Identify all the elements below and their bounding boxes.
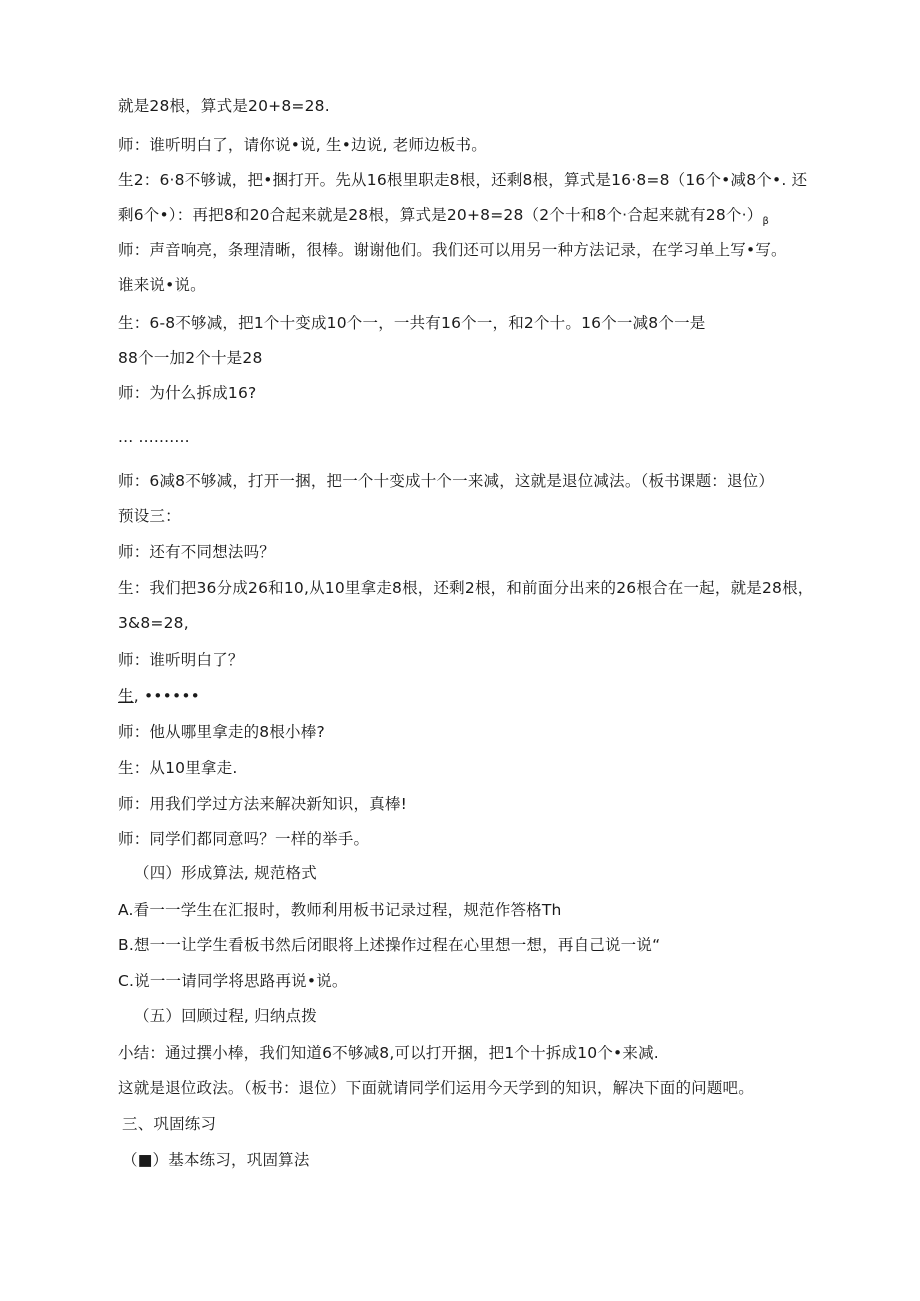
section-heading-5: （五）回顾过程, 归纳点拨 xyxy=(134,1007,317,1025)
text-line-19: 生：从10里拿走. xyxy=(118,759,238,777)
text-line-11: 师：6减8不够减，打开一捆，把一个十变成十个一来减，这就是退位减法。（板书课题：退位） xyxy=(118,472,775,490)
subsection-heading-1: （■）基本练习，巩固算法 xyxy=(122,1151,310,1169)
text-line-2: 师：谁听明白了，请你说•说, 生•边说, 老师边板书。 xyxy=(118,136,487,154)
text-line-7: 生：6-8不够减，把1个十变成10个一，一共有16个一，和2个十。16个一减8个一是 xyxy=(118,314,706,332)
text-line-13: 师：还有不同想法吗？ xyxy=(118,543,276,561)
text-line-21: 师：同学们都同意吗？一样的举手。 xyxy=(118,830,370,848)
text-line-12: 预设三： xyxy=(118,507,181,525)
text-line-17 xyxy=(118,686,200,706)
text-line-24: B.想一一让学生看板书然后闭眼将上述操作过程在心里想一想，再自己说一说“ xyxy=(118,936,661,954)
text-line-4-main: 剩6个•）：再把8和20合起来就是28根，算式是20+8=28（2个十和8个·合起来就有28个·） xyxy=(118,206,763,224)
text-line-8: 88个一加2个十是28 xyxy=(118,349,263,367)
section-heading-4: （四）形成算法, 规范格式 xyxy=(134,864,317,882)
sub-marker: β xyxy=(762,216,770,227)
text-line-23: A.看一一学生在汇报时，教师利用板书记录过程，规范作答格Th xyxy=(118,901,562,919)
student-label: 生 xyxy=(118,687,134,705)
text-line-16: 师：谁听明白了？ xyxy=(118,651,244,669)
text-line-4 xyxy=(118,205,769,232)
text-line-9: 师：为什么拆成16? xyxy=(118,384,257,402)
text-line-28: 这就是退位政法。（板书：退位）下面就请同学们运用今天学到的知识，解决下面的问题吧。 xyxy=(118,1079,754,1097)
text-line-3: 生2：6·8不够诚，把•捆打开。先从16根里职走8根，还剩8根，算式是16·8=8（16个•减8个•. 还 xyxy=(118,171,808,189)
text-line-14: 生：我们把36分成26和10,从10里拿走8根，还剩2根，和前面分出来的26根合在一起，就是28根， xyxy=(118,579,814,597)
text-line-25: C.说一一请同学将思路再说•说。 xyxy=(118,972,348,990)
text-line-27: 小结：通过撰小棒，我们知道6不够减8,可以打开捆，把1个十拆成10个•来减. xyxy=(118,1044,659,1062)
text-line-5: 师：声音响亮，条理清晰，很棒。谢谢他们。我们还可以用另一种方法记录，在学习单上写•写。 xyxy=(118,241,787,259)
ellipsis-line: ... .......... xyxy=(118,428,190,446)
text-line-15: 3&8=28, xyxy=(118,614,189,632)
text-line-18: 师：他从哪里拿走的8根小棒? xyxy=(118,723,325,741)
text-line-1: 就是28根，算式是20+8=28. xyxy=(118,97,330,115)
section-heading-3: 三、巩固练习 xyxy=(122,1115,217,1133)
text-line-6: 谁来说•说。 xyxy=(118,276,206,294)
student-dots: , •••••• xyxy=(133,687,201,705)
text-line-20: 师：用我们学过方法来解决新知识，真棒! xyxy=(118,795,408,813)
